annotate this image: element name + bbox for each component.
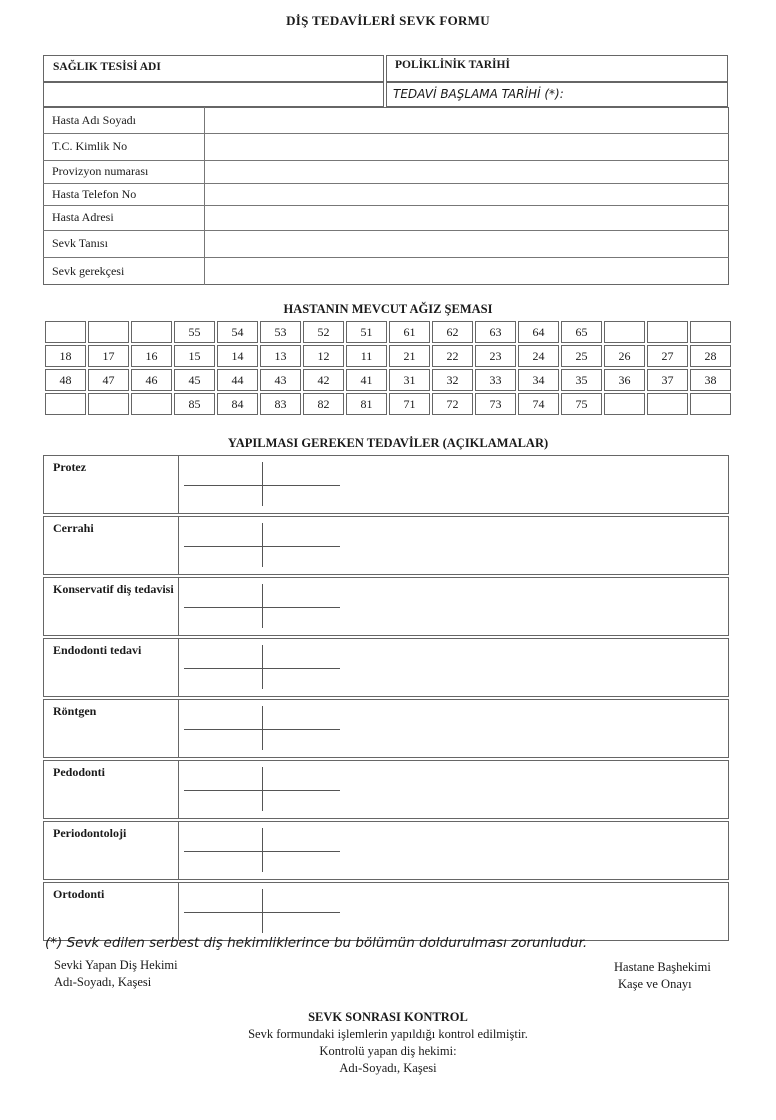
tooth-cell[interactable]: 11 [346,345,387,367]
patient-field-value[interactable] [213,163,723,180]
quadrant-vertical-line [262,523,263,567]
patient-row-divider [43,133,729,134]
chart-row [45,321,731,343]
treatment-row[interactable] [43,577,729,636]
tooth-cell[interactable] [604,321,645,343]
tooth-cell[interactable] [88,321,129,343]
tooth-cell[interactable]: 12 [303,345,344,367]
tooth-cell[interactable] [690,321,731,343]
quadrant-vertical-line [262,645,263,689]
tooth-cell[interactable]: 44 [217,369,258,391]
footnote: (*) Sevk edilen serbest diş hekimliklerince bu bölümün doldurulması zorunludur. [45,935,588,951]
tooth-cell[interactable]: 54 [217,321,258,343]
tooth-cell[interactable]: 51 [346,321,387,343]
tooth-cell[interactable]: 37 [647,369,688,391]
tooth-cell[interactable]: 61 [389,321,430,343]
tooth-cell[interactable]: 73 [475,393,516,415]
tooth-cell[interactable]: 22 [432,345,473,367]
clinic-date-box[interactable] [386,55,728,82]
patient-field-label: Hasta Telefon No [52,187,137,201]
tooth-cell[interactable] [131,393,172,415]
clinic-date-label: POLİKLİNİK TARİHİ [395,59,510,71]
treatment-row[interactable] [43,821,729,880]
tooth-cell[interactable]: 36 [604,369,645,391]
chart-row [45,393,731,415]
tooth-cell[interactable] [88,393,129,415]
chart-row [45,345,731,367]
patient-row-divider [43,257,729,258]
tooth-cell[interactable]: 74 [518,393,559,415]
patient-info-table [43,107,729,285]
tooth-cell[interactable]: 25 [561,345,602,367]
tooth-cell[interactable] [131,321,172,343]
treatment-label: Cerrahi [44,517,179,574]
tooth-cell[interactable]: 62 [432,321,473,343]
tooth-cell[interactable]: 43 [260,369,301,391]
patient-field-label: Provizyon numarası [52,164,149,178]
patient-field-value[interactable] [213,208,723,227]
treatment-row[interactable] [43,760,729,819]
treatments-title: YAPILMASI GEREKEN TEDAVİLER (AÇIKLAMALAR) [227,436,549,450]
patient-row-divider [43,160,729,161]
tooth-cell[interactable]: 15 [174,345,215,367]
tooth-cell[interactable]: 33 [475,369,516,391]
tooth-cell[interactable]: 83 [260,393,301,415]
treatment-label: Konservatif diş tedavisi [44,578,179,635]
tooth-cell[interactable]: 14 [217,345,258,367]
treatment-label: Protez [44,456,179,513]
chief-physician-label: Hastane Başhekimi [614,960,711,974]
patient-row-divider [43,205,729,206]
tooth-cell[interactable]: 84 [217,393,258,415]
tooth-cell[interactable]: 82 [303,393,344,415]
quadrant-vertical-line [262,767,263,811]
treatment-start-box[interactable] [386,82,728,107]
patient-row-divider [43,183,729,184]
patient-field-label: Hasta Adresi [52,210,114,224]
tooth-cell[interactable]: 81 [346,393,387,415]
tooth-cell[interactable] [604,393,645,415]
patient-field-label: Hasta Adı Soyadı [52,113,136,127]
tooth-cell[interactable] [690,393,731,415]
patient-field-label: T.C. Kimlik No [52,139,128,153]
tooth-cell[interactable]: 53 [260,321,301,343]
treatment-row[interactable] [43,516,729,575]
tooth-cell[interactable]: 35 [561,369,602,391]
facility-name-field[interactable] [43,82,384,107]
tooth-cell[interactable]: 13 [260,345,301,367]
tooth-cell[interactable] [647,321,688,343]
tooth-cell[interactable] [45,321,86,343]
treatment-row[interactable] [43,638,729,697]
patient-row-divider [43,230,729,231]
patient-field-label: Sevk Tanısı [52,236,108,250]
form-title: DİŞ TEDAVİLERİ SEVK FORMU [286,13,490,28]
tooth-cell[interactable]: 28 [690,345,731,367]
control-line3: Adı-Soyadı, Kaşesi [339,1061,437,1075]
treatment-label: Pedodonti [44,761,179,818]
tooth-cell[interactable]: 26 [604,345,645,367]
patient-field-value[interactable] [213,186,723,202]
patient-field-value[interactable] [213,110,723,130]
tooth-cell[interactable]: 34 [518,369,559,391]
treatment-row[interactable] [43,699,729,758]
treatment-start-label: TEDAVİ BAŞLAMA TARİHİ (*): [393,87,564,101]
tooth-cell[interactable]: 24 [518,345,559,367]
patient-field-value[interactable] [213,233,723,254]
treatment-label: Ortodonti [44,883,179,940]
treatment-label: Röntgen [44,700,179,757]
tooth-cell[interactable]: 47 [88,369,129,391]
control-title: SEVK SONRASI KONTROL [308,1010,468,1024]
tooth-cell[interactable]: 42 [303,369,344,391]
facility-label: SAĞLIK TESİSİ ADI [53,61,161,73]
referring-dentist-stamp: Adı-Soyadı, Kaşesi [54,975,152,989]
tooth-cell[interactable]: 72 [432,393,473,415]
tooth-cell[interactable]: 46 [131,369,172,391]
treatment-row[interactable] [43,455,729,514]
tooth-cell[interactable]: 71 [389,393,430,415]
dental-chart [43,319,733,417]
quadrant-vertical-line [262,462,263,506]
control-line1: Sevk formundaki işlemlerin yapıldığı kontrol edilmiştir. [248,1027,528,1041]
tooth-cell[interactable]: 18 [45,345,86,367]
tooth-cell[interactable]: 31 [389,369,430,391]
quadrant-vertical-line [262,889,263,933]
chart-row [45,369,731,391]
quadrant-vertical-line [262,584,263,628]
tooth-cell[interactable]: 38 [690,369,731,391]
tooth-cell[interactable]: 16 [131,345,172,367]
tooth-cell[interactable] [647,393,688,415]
tooth-cell[interactable]: 55 [174,321,215,343]
chief-physician-stamp: Kaşe ve Onayı [618,977,692,991]
referring-dentist-label: Sevki Yapan Diş Hekimi [54,958,178,972]
tooth-cell[interactable]: 41 [346,369,387,391]
facility-box[interactable] [43,55,384,82]
tooth-cell[interactable]: 65 [561,321,602,343]
quadrant-vertical-line [262,706,263,750]
tooth-cell[interactable]: 32 [432,369,473,391]
control-line2: Kontrolü yapan diş hekimi: [319,1044,457,1058]
patient-field-value[interactable] [213,260,723,282]
quadrant-vertical-line [262,828,263,872]
tooth-cell[interactable]: 63 [475,321,516,343]
tooth-cell[interactable]: 64 [518,321,559,343]
tooth-cell[interactable]: 75 [561,393,602,415]
tooth-cell[interactable]: 23 [475,345,516,367]
tooth-cell[interactable]: 27 [647,345,688,367]
treatment-row[interactable] [43,882,729,941]
patient-field-label: Sevk gerekçesi [52,264,125,278]
patient-field-value[interactable] [213,136,723,157]
tooth-cell[interactable]: 45 [174,369,215,391]
tooth-cell[interactable]: 21 [389,345,430,367]
tooth-cell[interactable]: 48 [45,369,86,391]
chart-title: HASTANIN MEVCUT AĞIZ ŞEMASI [283,302,493,316]
treatment-label: Endodonti tedavi [44,639,179,696]
tooth-cell[interactable]: 17 [88,345,129,367]
tooth-cell[interactable]: 52 [303,321,344,343]
tooth-cell[interactable]: 85 [174,393,215,415]
tooth-cell[interactable] [45,393,86,415]
treatment-label: Periodontoloji [44,822,179,879]
